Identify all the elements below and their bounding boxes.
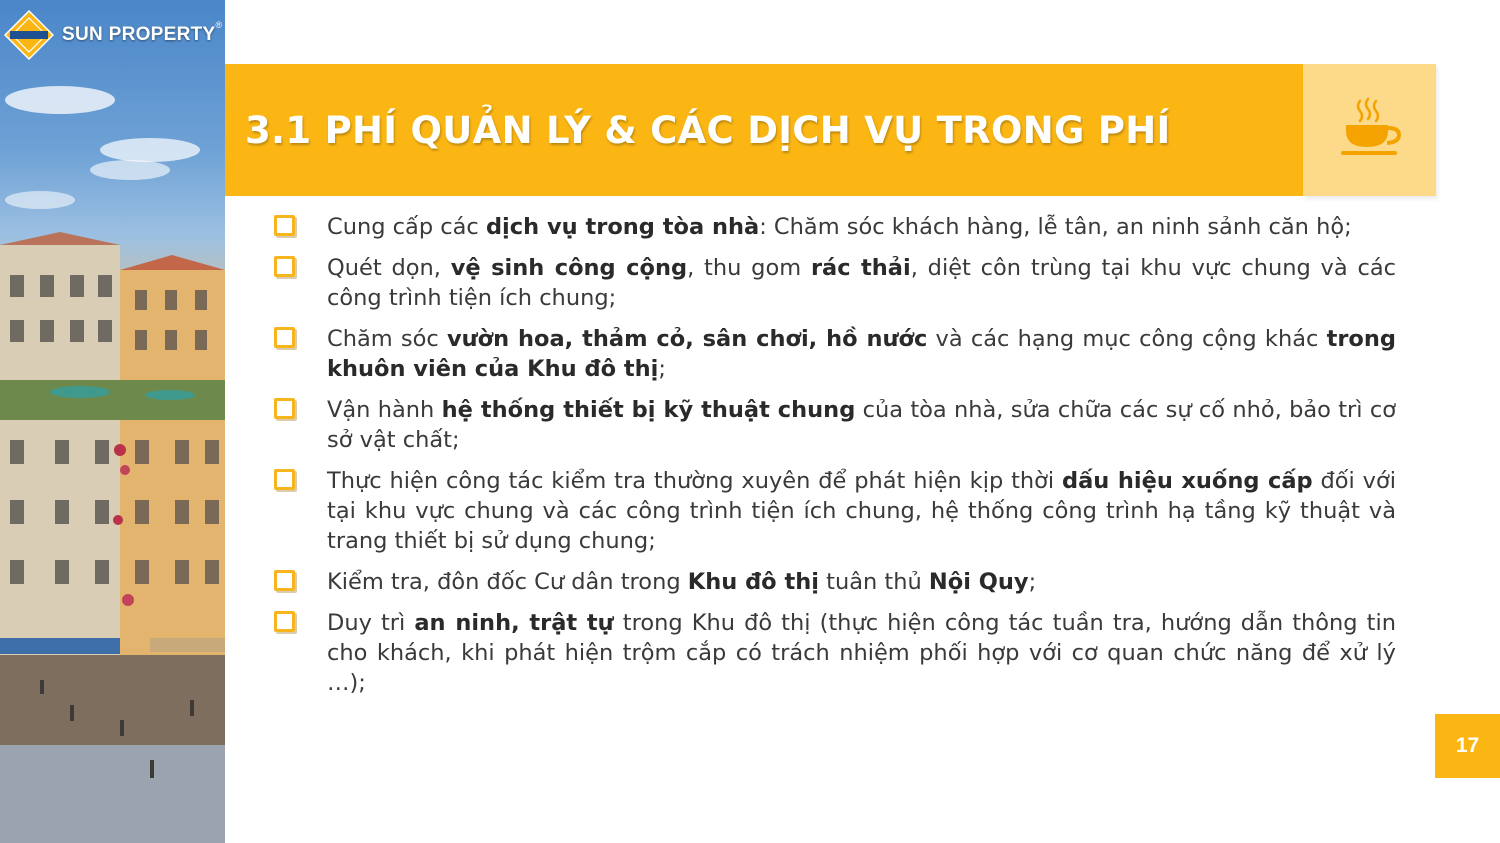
bullet-list bbox=[272, 212, 1396, 709]
text-segment: đối với tại khu vực chung và các công trình tiện ích chung, hệ thống công trình hạ tầng kỹ thuật và trang thiết bị sử dụng chung; bbox=[327, 468, 1396, 554]
text-segment: ; bbox=[658, 356, 666, 382]
list-item bbox=[272, 212, 1396, 242]
bold-text: vệ sinh công cộng bbox=[450, 255, 688, 281]
checkbox-bullet-icon bbox=[274, 570, 295, 591]
bold-text: vườn hoa, thảm cỏ, sân chơi, hồ nước bbox=[446, 326, 928, 352]
checkbox-bullet-icon bbox=[274, 327, 295, 348]
bullet-text bbox=[327, 212, 1396, 242]
text-segment: Chăm sóc bbox=[327, 326, 447, 352]
text-segment: của tòa nhà, sửa chữa các sự cố nhỏ, bảo trì cơ sở vật chất; bbox=[327, 397, 1396, 453]
text-segment: và các hạng mục công cộng khác bbox=[927, 326, 1327, 352]
list-item bbox=[272, 608, 1396, 698]
brand-name: SUN PROPERTY bbox=[62, 24, 216, 45]
text-segment: Vận hành bbox=[327, 397, 442, 423]
bullet-text bbox=[327, 324, 1396, 384]
text-segment: trong Khu đô thị (thực hiện công tác tuần tra, hướng dẫn thông tin cho khách, khi phát hiện trộm cắp có trách nhiệm phối hợp với cơ quan chức năng để xử lý …); bbox=[327, 610, 1396, 696]
bold-text: Nội Quy bbox=[928, 569, 1029, 595]
sun-property-logo bbox=[4, 6, 224, 64]
bullet-text bbox=[327, 466, 1396, 556]
text-segment: , diệt côn trùng tại khu vực chung và các công trình tiện ích chung; bbox=[327, 255, 1396, 311]
checkbox-bullet-icon bbox=[274, 215, 295, 236]
slide-title: 3.1 PHÍ QUẢN LÝ & CÁC DỊCH VỤ TRONG PHÍ bbox=[245, 108, 1171, 152]
bullet-text bbox=[327, 395, 1396, 455]
bullet-text bbox=[327, 567, 1396, 597]
registered-mark: ® bbox=[215, 20, 223, 30]
text-segment: ; bbox=[1028, 569, 1037, 595]
list-item bbox=[272, 567, 1396, 597]
text-segment: Duy trì bbox=[327, 610, 415, 636]
coffee-cup-icon bbox=[1338, 97, 1402, 163]
bullet-text bbox=[327, 253, 1396, 313]
text-segment: : Chăm sóc khách hàng, lễ tân, an ninh sảnh căn hộ; bbox=[759, 214, 1352, 240]
checkbox-bullet-icon bbox=[274, 469, 295, 490]
checkbox-bullet-icon bbox=[274, 398, 295, 419]
list-item bbox=[272, 324, 1396, 384]
bold-text: dấu hiệu xuống cấp bbox=[1062, 468, 1313, 494]
bold-text: Khu đô thị bbox=[687, 569, 819, 595]
title-bar bbox=[225, 64, 1303, 196]
title-icon-box bbox=[1303, 64, 1436, 196]
checkbox-bullet-icon bbox=[274, 611, 295, 632]
building-illustration bbox=[0, 0, 225, 843]
bullet-text bbox=[327, 608, 1396, 698]
bold-text: rác thải bbox=[810, 255, 911, 281]
bold-text: trong khuôn viên của Khu đô thị bbox=[327, 326, 1397, 382]
bold-text: an ninh, trật tự bbox=[414, 610, 614, 636]
text-segment: Kiểm tra, đôn đốc Cư dân trong bbox=[327, 569, 688, 595]
list-item bbox=[272, 466, 1396, 556]
building-photo bbox=[0, 0, 225, 843]
text-segment: tuân thủ bbox=[818, 569, 929, 595]
page-number: 17 bbox=[1435, 714, 1500, 778]
text-segment: Quét dọn, bbox=[327, 255, 451, 281]
list-item bbox=[272, 395, 1396, 455]
bold-text: dịch vụ trong tòa nhà bbox=[485, 214, 760, 240]
bold-text: hệ thống thiết bị kỹ thuật chung bbox=[441, 397, 856, 423]
text-segment: , thu gom bbox=[687, 255, 811, 281]
sun-group-diamond-icon bbox=[4, 10, 54, 60]
text-segment: Thực hiện công tác kiểm tra thường xuyên để phát hiện kịp thời bbox=[327, 468, 1063, 494]
list-item bbox=[272, 253, 1396, 313]
text-segment: Cung cấp các bbox=[327, 214, 486, 240]
checkbox-bullet-icon bbox=[274, 256, 295, 277]
